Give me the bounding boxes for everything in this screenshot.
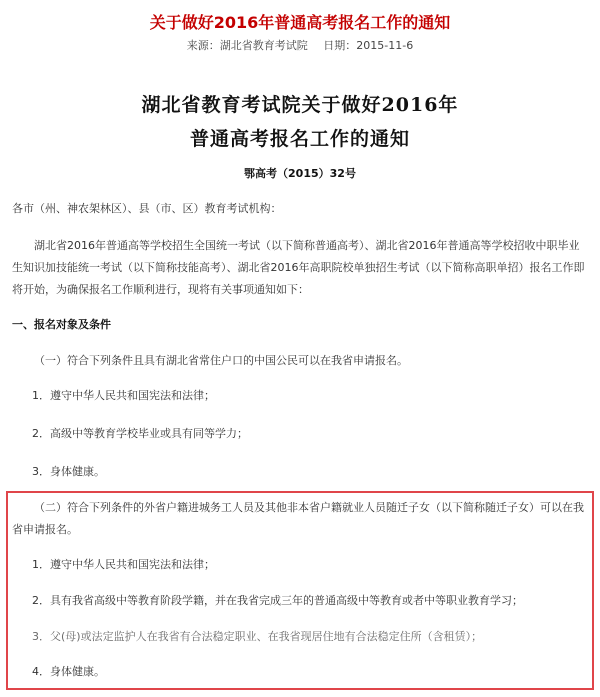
document-heading-line-1: 湖北省教育考试院关于做好2016年 — [141, 94, 459, 116]
document-number: 鄂高考（2015）32号 — [244, 167, 356, 180]
source-label: 来源： — [186, 39, 220, 52]
group2-item-4: 4．身体健康。 — [32, 665, 105, 678]
document-heading-line-2: 普通高考报名工作的通知 — [189, 128, 410, 150]
intro-paragraph: 湖北省2016年普通高等学校招生全国统一考试（以下简称普通高考）、湖北省2016年普通高等学校招收中职毕业生知识加技能统一考试（以下简称技能高考）、湖北省2016年高职院校单独招生考试（以下简称高职单招）报名工作即将开始，为确保报名工作顺利进行，现将有关事项通知如下： — [12, 239, 585, 296]
salutation: 各市（州、神农架林区）、县（市、区）教育考试机构： — [12, 202, 282, 215]
group1-lead: （一）符合下列条件且具有湖北省常住户口的中国公民可以在我省申请报名。 — [34, 354, 408, 367]
group1-item-1: 1．遵守中华人民共和国宪法和法律； — [32, 389, 215, 402]
source-line — [0, 37, 600, 53]
group1-item-3: 3．身体健康。 — [32, 465, 105, 478]
group1-item-2: 2．高级中等教育学校毕业或具有同等学力； — [32, 427, 248, 440]
source-name: 湖北省教育考试院 — [219, 39, 308, 52]
group2-lead: （二）符合下列条件的外省户籍进城务工人员及其他非本省户籍就业人员随迁子女（以下简称随迁子女）可以在我省申请报名。 — [12, 501, 584, 536]
group2-item-3: 3．父(母)或法定监护人在我省有合法稳定职业、在我省现居住地有合法稳定住所（含租赁）； — [32, 630, 483, 643]
section-heading-eligibility: 一、报名对象及条件 — [12, 318, 111, 331]
page-title: 关于做好2016年普通高考报名工作的通知 — [149, 13, 451, 32]
publish-date: 2015-11-6 — [356, 39, 414, 52]
date-label: 日期： — [323, 39, 357, 52]
group2-item-1: 1．遵守中华人民共和国宪法和法律； — [32, 558, 215, 571]
group2-item-2: 2．具有我省高级中等教育阶段学籍，并在我省完成三年的普通高级中等教育或者中等职业教育学习； — [32, 594, 523, 607]
